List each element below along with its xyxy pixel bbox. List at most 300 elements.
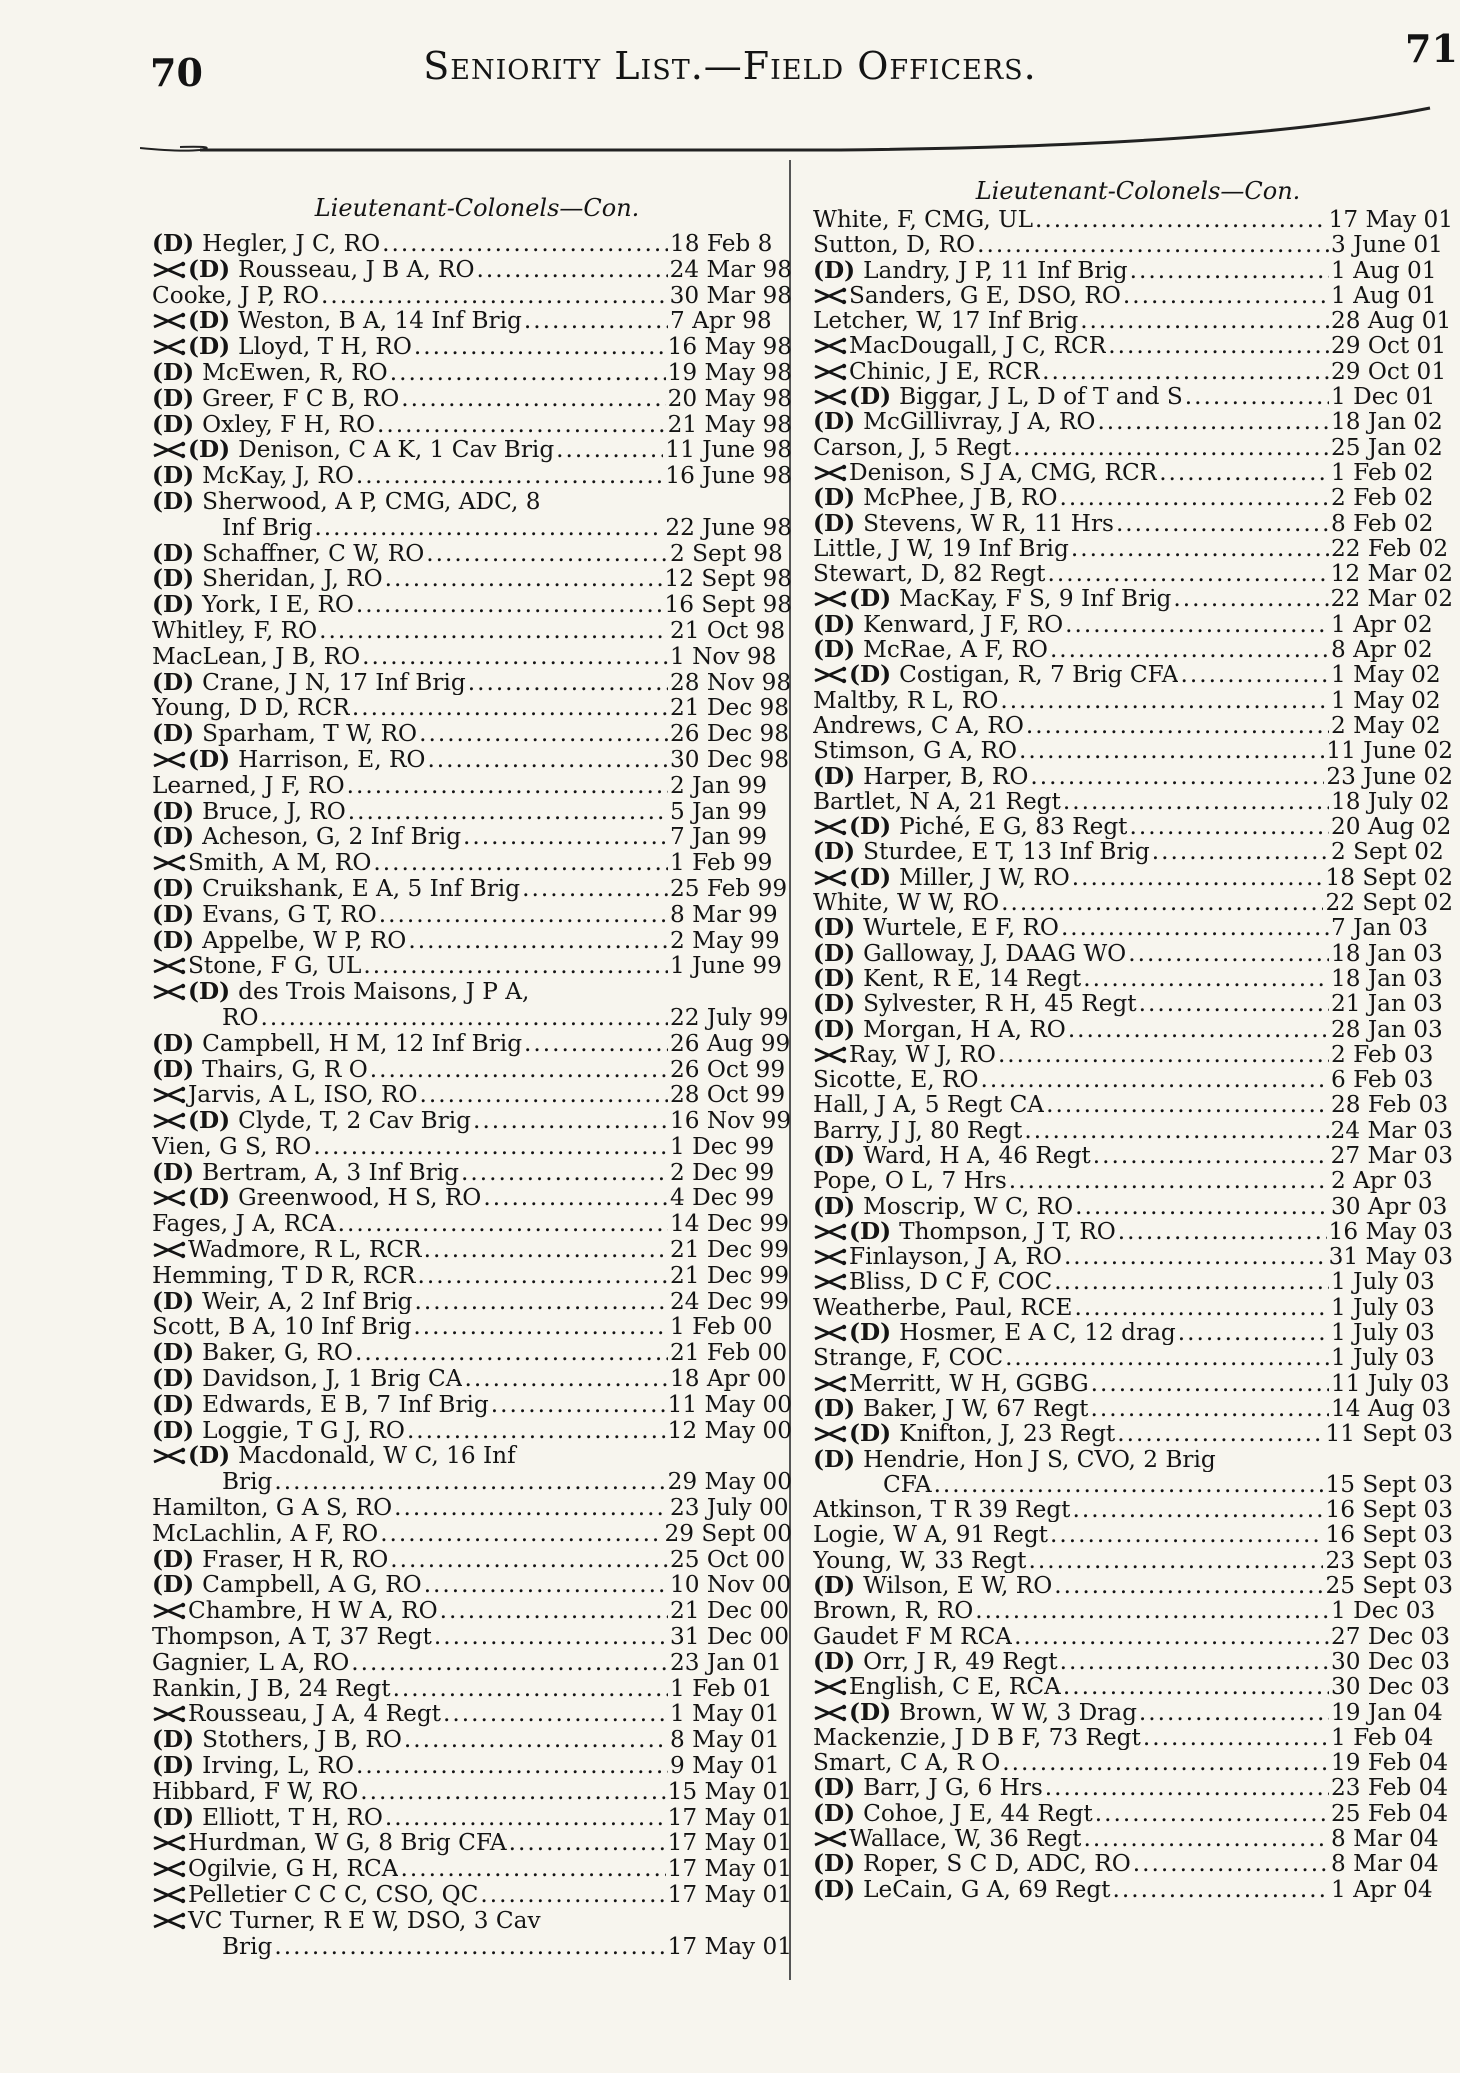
seniority-date: 29 Oct 01 (1331, 332, 1447, 360)
officer-name-text: Cohoe, J E, 44 Regt (863, 1800, 1093, 1826)
dot-leader (1045, 1775, 1329, 1800)
officer-name-text: Morgan, H A, RO (863, 1016, 1066, 1042)
decoration-mark: (D) (152, 824, 203, 851)
dot-leader (1083, 966, 1329, 991)
decoration-mark: (D) (152, 359, 203, 386)
crossed-swords-icon (813, 337, 847, 355)
officer-name (813, 966, 1081, 991)
decoration-mark: (D) (813, 637, 864, 663)
crossed-swords-icon (152, 1860, 186, 1878)
list-item (813, 308, 1453, 333)
list-item (813, 1522, 1453, 1547)
officer-name (813, 1345, 1003, 1370)
seniority-date: 1 Feb 01 (670, 1674, 773, 1702)
list-item (152, 1211, 792, 1237)
decoration-mark: (D) (813, 257, 864, 283)
list-item (152, 1572, 792, 1598)
seniority-date: 16 Sept 98 (664, 591, 792, 619)
officer-name (152, 1057, 368, 1083)
officer-name-text: Stone, F G, UL (188, 953, 362, 980)
list-item (152, 1057, 792, 1083)
officer-name-text: Weir, A, 2 Inf Brig (202, 1288, 413, 1315)
officer-name-text: Whitley, F, RO (152, 617, 318, 644)
dot-leader (385, 1805, 666, 1831)
officer-name-text: Chinic, J E, RCR (849, 358, 1041, 385)
decoration-mark: (D) (152, 721, 203, 747)
seniority-date: 21 Dec 99 (670, 1261, 790, 1289)
crossed-swords-icon (152, 1602, 186, 1620)
officer-name (813, 1649, 1058, 1674)
seniority-date: 25 Oct 00 (670, 1545, 786, 1573)
officer-name (813, 1269, 1052, 1294)
officer-name (152, 1521, 378, 1547)
officer-name-text: McLachlin, A F, RO (152, 1520, 379, 1547)
dot-leader (408, 928, 668, 954)
list-item (813, 1017, 1453, 1042)
seniority-date: 11 June 02 (1326, 737, 1453, 765)
decoration-mark: (D) (152, 1056, 203, 1083)
officer-name (813, 359, 1040, 384)
officer-name-text: LeCain, G A, 69 Regt (863, 1876, 1111, 1902)
officer-name-continuation: Brig (222, 1932, 273, 1960)
dot-leader (390, 360, 666, 386)
officer-name (152, 850, 371, 876)
officer-name (813, 890, 999, 915)
officer-name (152, 1650, 349, 1676)
officer-name-text: Merritt, W H, GGBG (849, 1370, 1089, 1396)
officer-name-text: Sheridan, J, RO (202, 566, 383, 593)
decoration-mark: (D) (813, 965, 864, 992)
dot-leader (1118, 1219, 1327, 1244)
officer-name-text: Young, W, 33 Regt (813, 1547, 1027, 1574)
seniority-date: 7 Jan 03 (1331, 914, 1429, 942)
crossed-swords-icon (152, 1189, 186, 1207)
list-item (152, 1650, 792, 1676)
list-item (813, 738, 1453, 763)
officer-name (813, 485, 1058, 510)
crossed-swords-icon (813, 1324, 847, 1342)
seniority-date: 20 May 98 (667, 384, 792, 412)
dot-leader (1080, 308, 1329, 333)
seniority-date: 8 Apr 02 (1331, 636, 1433, 664)
decoration-mark: (D) (152, 1366, 203, 1392)
dot-leader (274, 1469, 665, 1495)
seniority-date: 21 Dec 98 (670, 694, 790, 722)
officer-name-text: Campbell, A G, RO (202, 1572, 422, 1599)
crossed-swords-icon (152, 854, 186, 872)
dot-leader (1061, 915, 1329, 940)
officer-name-text: English, C E, RCA (849, 1674, 1061, 1700)
decoration-mark: (D) (813, 940, 864, 966)
dot-leader (440, 1598, 668, 1624)
officer-name (813, 1067, 978, 1092)
seniority-date: 16 Nov 99 (670, 1107, 792, 1135)
decoration-mark: (D) (813, 991, 864, 1017)
seniority-date: 18 Jan 03 (1331, 964, 1443, 992)
officer-name-text: York, I E, RO (202, 592, 354, 618)
officer-name-text: Bliss, D C F, COC (849, 1269, 1053, 1295)
officer-name (813, 1320, 1176, 1345)
decoration-mark: (D) (813, 1395, 864, 1422)
list-item (813, 511, 1453, 536)
seniority-date: 8 Mar 04 (1331, 1850, 1439, 1878)
seniority-date: 19 Jan 04 (1331, 1698, 1443, 1726)
officer-name-text: Rousseau, J A, 4 Regt (188, 1701, 441, 1728)
decoration-mark: (D) (152, 1391, 203, 1418)
list-item (813, 1497, 1453, 1522)
dot-leader (380, 1521, 662, 1547)
seniority-date: 18 Sept 02 (1325, 863, 1453, 891)
dot-leader (348, 799, 668, 825)
officer-name-text: Cruikshank, E A, 5 Inf Brig (202, 875, 521, 902)
left-column-heading: Lieutenant-Colonels—Con. (314, 194, 640, 222)
seniority-date: 2 Sept 02 (1331, 838, 1444, 866)
dot-leader (1091, 1371, 1329, 1396)
list-item (813, 1649, 1453, 1674)
list-item (813, 1775, 1453, 1800)
list-item (813, 1371, 1453, 1396)
seniority-date: 1 Dec 03 (1331, 1597, 1436, 1625)
list-item (813, 814, 1453, 839)
list-item (152, 670, 792, 696)
decoration-mark: (D) (813, 1775, 864, 1801)
dot-leader (1046, 1092, 1329, 1117)
officer-name (813, 333, 1106, 358)
officer-name (152, 1676, 391, 1702)
seniority-date: 9 May 01 (670, 1752, 780, 1780)
crossed-swords-icon (813, 363, 847, 381)
dot-leader (1065, 612, 1329, 637)
seniority-date: 26 Aug 99 (670, 1029, 791, 1057)
officer-name-text: Jarvis, A L, ISO, RO (188, 1082, 418, 1109)
dot-leader (351, 1650, 668, 1676)
officer-name-text: Maltby, R L, RO (813, 687, 999, 713)
officer-name-continuation: Inf Brig (222, 513, 313, 541)
dot-leader (347, 773, 668, 799)
seniority-date: 28 Nov 98 (670, 668, 792, 696)
seniority-date: 1 Feb 99 (670, 849, 773, 877)
officer-name-text: Scott, B A, 10 Inf Brig (152, 1314, 412, 1341)
dot-leader (1002, 1750, 1329, 1775)
officer-name-text: Appelbe, W P, RO (202, 927, 407, 954)
officer-name-text: Ogilvie, G H, RCA (188, 1856, 399, 1882)
officer-name-text: Hamilton, G A S, RO (152, 1495, 393, 1521)
dot-leader (1152, 839, 1329, 864)
dot-leader (319, 618, 668, 644)
decoration-mark: (D) (813, 409, 864, 435)
dot-leader (314, 515, 663, 541)
officer-name-text: Moscrip, W C, RO (863, 1193, 1074, 1219)
left-entry-list (152, 231, 792, 1959)
list-item (813, 915, 1453, 940)
seniority-date: 11 Sept 03 (1325, 1420, 1453, 1448)
dot-leader (370, 1057, 668, 1083)
dot-leader (1019, 738, 1324, 763)
officer-name (152, 1392, 489, 1418)
left-column (152, 185, 792, 1959)
officer-name (152, 1572, 422, 1598)
dot-leader (1116, 511, 1329, 536)
seniority-date: 12 Mar 02 (1330, 560, 1453, 588)
dot-leader (427, 747, 668, 773)
crossed-swords-icon (813, 818, 847, 836)
seniority-date: 11 May 00 (667, 1390, 792, 1418)
decoration-mark: (D) (152, 798, 203, 825)
officer-name (152, 928, 406, 954)
officer-name (152, 1598, 438, 1624)
officer-name (813, 536, 1069, 561)
seniority-date: 15 May 01 (667, 1777, 792, 1805)
officer-name-text: Thompson, A T, 37 Regt (152, 1624, 432, 1650)
officer-name-text: Gaudet F M RCA (813, 1623, 1013, 1649)
seniority-date: 1 May 02 (1331, 686, 1441, 714)
decoration-mark: (D) (152, 1340, 203, 1367)
dot-leader (1042, 359, 1329, 384)
dot-leader (426, 541, 668, 567)
crossed-swords-icon (152, 338, 186, 356)
officer-name-text: Finlayson, J A, RO (849, 1244, 1062, 1270)
list-item (152, 773, 792, 799)
officer-name-text: Brown, W W, 3 Drag (899, 1699, 1137, 1725)
seniority-date: 2 Apr 03 (1331, 1167, 1433, 1195)
dot-leader (420, 1082, 668, 1108)
seniority-date: 2 May 99 (670, 926, 780, 954)
list-item (152, 231, 792, 257)
seniority-date: 7 Jan 99 (670, 823, 768, 851)
officer-name (152, 1882, 478, 1908)
list-item (152, 1830, 792, 1856)
dot-leader (360, 1779, 665, 1805)
officer-name-text: Wilson, E W, RO (863, 1573, 1053, 1599)
officer-name-text: Little, J W, 19 Inf Brig (813, 535, 1069, 562)
list-item (813, 1345, 1453, 1370)
list-item (152, 1727, 792, 1753)
decoration-mark: (D) (813, 763, 864, 789)
list-item (152, 1366, 792, 1392)
dot-leader (1060, 1649, 1329, 1674)
list-item (813, 1674, 1453, 1699)
officer-name (152, 876, 520, 902)
dot-leader (1083, 1826, 1329, 1851)
officer-name (152, 902, 377, 928)
dot-leader (1050, 1522, 1323, 1547)
list-item (152, 308, 792, 334)
crossed-swords-icon (813, 1678, 847, 1696)
officer-name (813, 612, 1063, 637)
crossed-swords-icon (813, 1375, 847, 1393)
seniority-date: 1 Apr 04 (1331, 1875, 1433, 1903)
seniority-date: 21 Jan 03 (1331, 990, 1443, 1018)
officer-name (813, 586, 1171, 611)
crossed-swords-icon (152, 1447, 186, 1465)
officer-name-text: Wallace, W, 36 Regt (849, 1826, 1082, 1852)
list-item (152, 618, 792, 644)
seniority-date: 2 Jan 99 (670, 771, 768, 799)
seniority-date: 2 Feb 02 (1331, 484, 1434, 512)
decoration-mark: (D) (188, 1443, 239, 1470)
seniority-date: 23 July 00 (670, 1494, 789, 1522)
dot-leader (404, 1727, 668, 1753)
list-item (813, 764, 1453, 789)
officer-name (813, 283, 1121, 308)
officer-name (813, 1497, 1070, 1522)
right-column (813, 177, 1453, 1903)
seniority-date: 24 Mar 03 (1330, 1116, 1453, 1144)
officer-name-text: Davidson, J, 1 Brig CA (202, 1366, 463, 1392)
seniority-date: 17 May 01 (667, 1829, 792, 1857)
officer-name (813, 941, 1126, 966)
officer-name (152, 1263, 416, 1289)
officer-name-text: Stewart, D, 82 Regt (813, 561, 1046, 587)
dot-leader (355, 1340, 668, 1366)
officer-name-text: Gagnier, L A, RO (152, 1649, 350, 1676)
list-item (152, 850, 792, 876)
decoration-mark: (D) (849, 1421, 900, 1447)
officer-name-text: Irving, L, RO (202, 1753, 355, 1779)
seniority-date: 25 Sept 03 (1325, 1572, 1453, 1600)
dot-leader (1013, 435, 1329, 460)
decoration-mark: (D) (813, 1573, 864, 1599)
officer-name-text: Greer, F C B, RO (202, 385, 400, 412)
list-item (152, 489, 792, 541)
officer-name (152, 257, 475, 283)
officer-name-text: Campbell, H M, 12 Inf Brig (202, 1030, 523, 1057)
officer-name-text: Harper, B, RO (863, 763, 1029, 789)
list-item (152, 1237, 792, 1263)
list-item (152, 1882, 792, 1908)
officer-name-text: VC Turner, R E W, DSO, 3 Cav (188, 1907, 541, 1934)
decoration-mark: (D) (152, 875, 203, 902)
officer-name-text: Loggie, T G J, RO (202, 1417, 405, 1444)
right-column-heading: Lieutenant-Colonels—Con. (975, 177, 1301, 205)
officer-name (152, 1727, 402, 1753)
seniority-date: 24 Dec 99 (670, 1287, 790, 1315)
decoration-mark: (D) (152, 669, 203, 696)
officer-name-text: des Trois Maisons, J P A, (238, 979, 530, 1005)
dot-leader (1173, 586, 1328, 611)
dot-leader (373, 850, 668, 876)
officer-name (152, 360, 388, 386)
right-entry-list (813, 207, 1453, 1902)
seniority-date: 1 June 99 (670, 952, 782, 980)
list-item (813, 713, 1453, 738)
crossed-swords-icon (152, 751, 186, 769)
list-item (152, 1263, 792, 1289)
dot-leader (1024, 1118, 1328, 1143)
officer-name-text: Evans, G T, RO (202, 901, 377, 928)
seniority-date: 2 Feb 03 (1331, 1040, 1434, 1068)
officer-name (813, 789, 1061, 814)
list-item (813, 485, 1453, 510)
seniority-date: 19 May 98 (667, 358, 792, 386)
seniority-date: 14 Aug 03 (1331, 1394, 1452, 1422)
list-item (813, 333, 1453, 358)
list-item (813, 1219, 1453, 1244)
decoration-mark: (D) (813, 1016, 864, 1042)
officer-name-text: Learned, J F, RO (152, 772, 345, 799)
officer-name-continuation: Brig (222, 1468, 273, 1496)
seniority-date: 29 Sept 00 (664, 1519, 792, 1547)
officer-name (813, 1143, 1091, 1168)
seniority-date: 27 Mar 03 (1330, 1141, 1453, 1169)
officer-name-text: Barry, J J, 80 Regt (813, 1117, 1023, 1143)
officer-name-text: Vien, G S, RO (152, 1133, 312, 1160)
list-item (813, 586, 1453, 611)
seniority-date: 1 July 03 (1331, 1293, 1435, 1321)
list-item (152, 463, 792, 489)
list-item (813, 258, 1453, 283)
seniority-date: 20 Aug 02 (1331, 813, 1452, 841)
decoration-mark: (D) (813, 1851, 864, 1877)
officer-name (813, 1700, 1137, 1725)
officer-name-text: Schaffner, C W, RO (202, 540, 425, 567)
list-item (813, 283, 1453, 308)
seniority-date: 8 Mar 04 (1331, 1825, 1439, 1852)
decoration-mark: (D) (152, 1030, 203, 1057)
crossed-swords-icon (813, 1046, 847, 1064)
officer-name (152, 334, 412, 360)
seniority-date: 25 Feb 99 (670, 874, 788, 902)
decoration-mark: (D) (188, 334, 239, 360)
dot-leader (1095, 1801, 1329, 1826)
decoration-mark: (D) (813, 839, 864, 865)
officer-name (813, 258, 1128, 283)
decoration-mark: (D) (813, 611, 864, 638)
officer-name-text: Denison, S J A, CMG, RCR (849, 459, 1158, 486)
seniority-date: 2 Dec 99 (670, 1158, 775, 1186)
list-item (152, 1418, 792, 1444)
decoration-mark: (D) (813, 915, 864, 941)
officer-name (813, 1092, 1044, 1117)
officer-name (152, 1856, 398, 1882)
officer-name (152, 463, 354, 489)
officer-name-text: Hemming, T D R, RCR (152, 1262, 416, 1289)
officer-name-text: Stevens, W R, 11 Hrs (863, 510, 1114, 536)
officer-name (813, 1775, 1043, 1800)
crossed-swords-icon (813, 1830, 847, 1848)
officer-name-text: Hibbard, F W, RO (152, 1778, 359, 1805)
dot-leader (1180, 662, 1329, 687)
seniority-date: 22 Sept 02 (1325, 889, 1453, 917)
officer-name (152, 1082, 418, 1108)
dot-leader (998, 1042, 1329, 1067)
officer-name-text: Baker, J W, 67 Regt (863, 1395, 1089, 1422)
officer-name (152, 1753, 354, 1779)
dot-leader (1093, 1143, 1329, 1168)
decoration-mark: (D) (188, 1185, 239, 1212)
officer-name-text: Kenward, J F, RO (863, 611, 1064, 638)
decoration-mark: (D) (813, 485, 864, 511)
dot-leader (980, 1067, 1329, 1092)
dot-leader (934, 1472, 1324, 1497)
seniority-date: 8 May 01 (670, 1726, 780, 1754)
crossed-swords-icon (813, 590, 847, 608)
dot-leader (1133, 1851, 1329, 1876)
crossed-swords-icon (152, 1912, 186, 1930)
seniority-date: 12 May 00 (667, 1416, 792, 1444)
list-item (152, 1624, 792, 1650)
crossed-swords-icon (813, 388, 847, 406)
officer-name (813, 1017, 1066, 1042)
decoration-mark: (D) (188, 1108, 239, 1134)
dot-leader (377, 412, 666, 438)
list-item (152, 386, 792, 412)
officer-name-text: Sylvester, R H, 45 Regt (863, 991, 1137, 1017)
seniority-date: 1 May 02 (1331, 661, 1441, 689)
officer-name-text: Stothers, J B, RO (202, 1727, 402, 1754)
officer-name-text: McKay, J, RO (202, 463, 354, 489)
officer-name (152, 1418, 405, 1444)
